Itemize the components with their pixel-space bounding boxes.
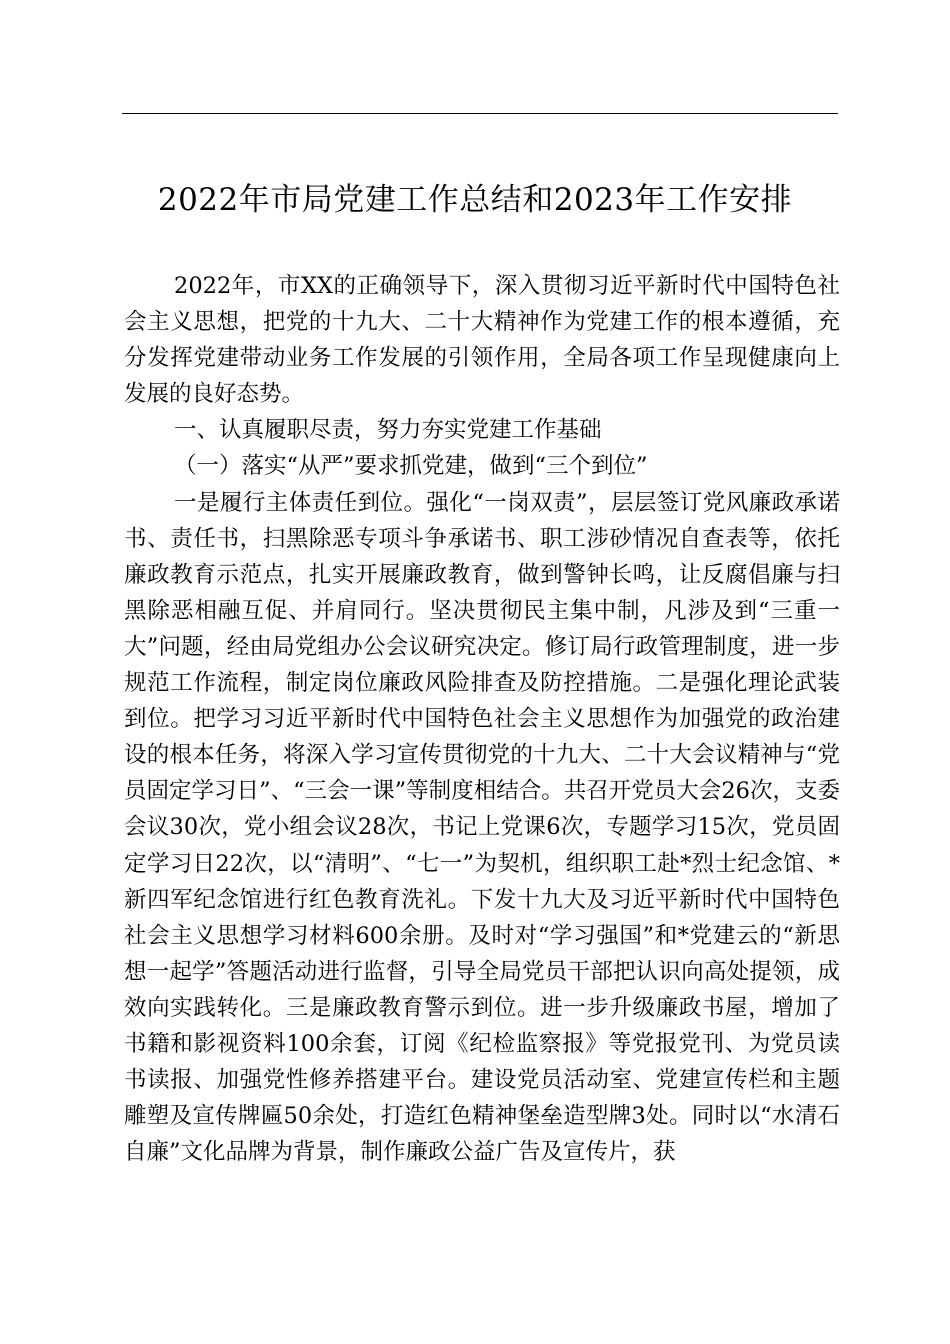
section-heading: 一、认真履职尽责，努力夯实党建工作基础	[174, 417, 602, 444]
header-rule	[122, 113, 838, 114]
intro-paragraph: 2022年，市XX的正确领导下，深入贯彻习近平新时代中国特色社会主义思想，把党的十九大、二十大精神作为党建工作的根本遵循，充分发挥党建带动业务工作发展的引领作用，全局各项工作呈现健康向上发展的良好态势。	[124, 273, 840, 408]
document-title: 2022年市局党建工作总结和2023年工作安排	[157, 182, 793, 218]
body-paragraph: 一是履行主体责任到位。强化“一岗双责”，层层签订党风廉政承诺书、责任书，扫黑除恶专项斗争承诺书、职工涉砂情况自查表等，依托廉政教育示范点，扎实开展廉政教育，做到警钟长鸣，让反腐倡廉与扫黑除恶相融互促、并肩同行。坚决贯彻民主集中制，凡涉及到“三重一大”问题，经由局党组办公会议研究决定。修订局行政管理制度，进一步规范工作流程，制定岗位廉政风险排查及防控措施。二是强化理论武装到位。把学习习近平新时代中国特色社会主义思想作为加强党的政治建设的根本任务，将深入学习宣传贯彻党的十九大、二十大会议精神与“党员固定学习日”、“三会一课”等制度相结合。共召开党员大会26次，支委会议30次，党小组会议28次，书记上党课6次，专题学习15次，党员固定学习日22次，以“清明”、“七一”为契机，组织职工赴*烈士纪念馆、*新四军纪念馆进行红色教育洗礼。下发十九大及习近平新时代中国特色社会主义思想学习材料600余册。及时对“学习强国”和*党建云的“新思想一起学”答题活动进行监督，引导全局党员干部把认识向高处提领，成效向实践转化。三是廉政教育警示到位。进一步升级廉政书屋，增加了书籍和影视资料100余套，订阅《纪检监察报》等党报党刊、为党员读书读报、加强党性修养搭建平台。建设党员活动室、党建宣传栏和主题雕塑及宣传牌匾50余处，打造红色精神堡垒造型牌3处。同时以“水清石自廉”文化品牌为背景，制作廉政公益广告及宣传片，获	[124, 489, 840, 1166]
document-body	[124, 268, 840, 1170]
subsection-heading: （一）落实“从严”要求抓党建，做到“三个到位”	[174, 453, 648, 480]
